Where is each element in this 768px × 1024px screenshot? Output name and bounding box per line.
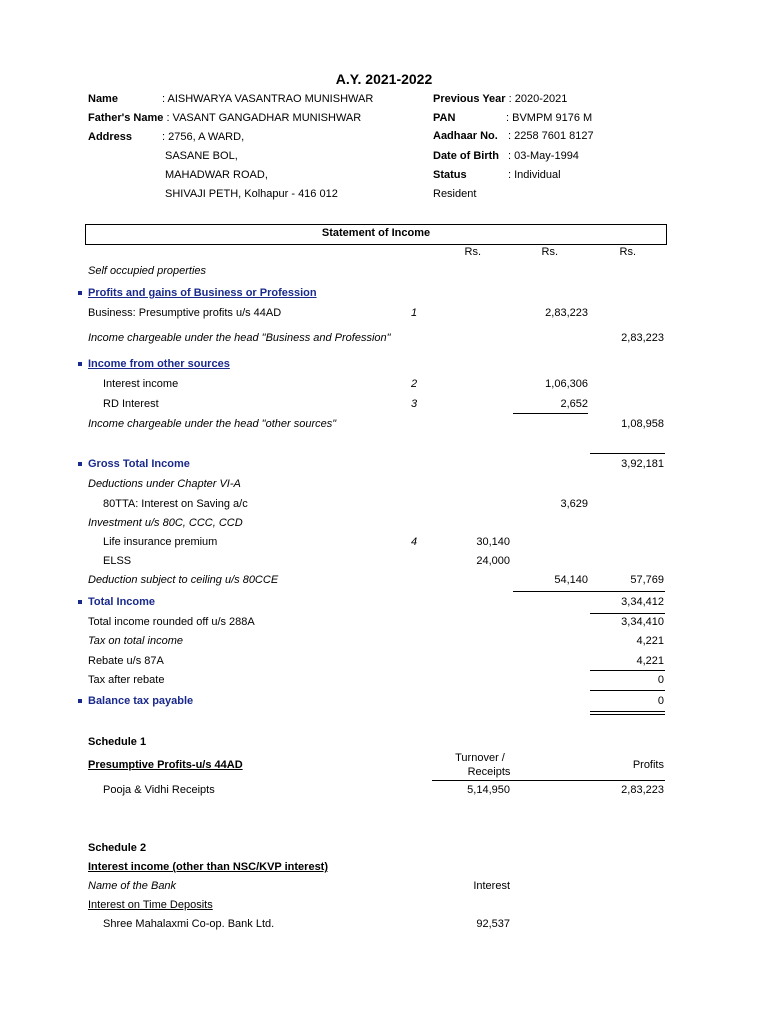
receipts-header: Receipts: [467, 766, 511, 778]
self-occupied-label: Self occupied properties: [88, 265, 207, 277]
subtotal-rule: [590, 690, 665, 691]
grand-total-rule: [590, 711, 665, 715]
col-header-1: Rs.: [464, 246, 481, 258]
interest-header: Interest: [473, 880, 510, 892]
schedule2-subheading: Interest income (other than NSC/KVP interest): [88, 861, 329, 873]
bullet-icon: [78, 600, 82, 604]
bank-name: Shree Mahalaxmi Co-op. Bank Ltd.: [103, 918, 275, 930]
elss-label: ELSS: [103, 555, 132, 567]
turnover-header: Turnover /: [455, 752, 505, 764]
bullet-icon: [78, 362, 82, 366]
business-line: Business: Presumptive profits u/s 44AD: [88, 307, 282, 319]
address-line: SASANE BOL,: [165, 150, 238, 162]
col-header-2: Rs.: [541, 246, 558, 258]
schedule1-row-turnover: 5,14,950: [467, 784, 510, 796]
gross-total-income: 3,92,181: [621, 458, 664, 470]
statement-heading: Statement of Income: [321, 227, 431, 239]
dob-value: : 03-May-1994: [508, 150, 579, 162]
schedule1-row-profit: 2,83,223: [621, 784, 664, 796]
ceiling-total: 57,769: [630, 574, 664, 586]
address-line: SHIVAJI PETH, Kolhapur - 416 012: [165, 188, 338, 200]
page-title: A.Y. 2021-2022: [335, 71, 433, 87]
bank-name-label: Name of the Bank: [88, 880, 177, 892]
name-value: : AISHWARYA VASANTRAO MUNISHWAR: [162, 93, 374, 105]
subtotal-rule: [590, 453, 665, 454]
aadhaar-label: Aadhaar No.: [433, 130, 498, 142]
subtotal-rule: [590, 613, 665, 614]
address-line: : 2756, A WARD,: [162, 131, 245, 143]
lic-amount: 30,140: [476, 536, 510, 548]
bullet-icon: [78, 462, 82, 466]
80tta-label: 80TTA: Interest on Saving a/c: [103, 498, 248, 510]
father-label: Father's Name: [88, 112, 164, 124]
other-total: 1,08,958: [621, 418, 664, 430]
rd-interest-label: RD Interest: [103, 398, 159, 410]
aadhaar-value: : 2258 7601 8127: [508, 130, 594, 142]
schedule2-heading: Schedule 2: [88, 842, 147, 854]
schedule1-subheading: Presumptive Profits-u/s 44AD: [88, 759, 243, 771]
status-value: : Individual: [508, 169, 561, 181]
subtotal-rule: [590, 670, 665, 671]
rounded-label: Total income rounded off u/s 288A: [88, 616, 255, 628]
schedule1-rule: [432, 780, 665, 781]
father-value: : VASANT GANGADHAR MUNISHWAR: [166, 112, 362, 124]
gross-total-income-label: Gross Total Income: [88, 458, 190, 470]
bullet-icon: [78, 699, 82, 703]
schedule1-heading: Schedule 1: [88, 736, 147, 748]
status-label: Status: [433, 169, 467, 181]
other-sources-head: Income from other sources: [88, 358, 230, 370]
time-deposits-label: Interest on Time Deposits: [88, 899, 213, 911]
after-rebate-label: Tax after rebate: [88, 674, 165, 686]
business-head: Profits and gains of Business or Profession: [88, 287, 317, 299]
interest-amount: 1,06,306: [545, 378, 588, 390]
bank-interest: 92,537: [476, 918, 510, 930]
bullet-icon: [78, 291, 82, 295]
business-amount: 2,83,223: [545, 307, 588, 319]
address-line: MAHADWAR ROAD,: [165, 169, 268, 181]
total-income: 3,34,412: [621, 596, 664, 608]
subtotal-rule: [513, 413, 588, 414]
col-header-3: Rs.: [619, 246, 636, 258]
80tta-amount: 3,629: [560, 498, 588, 510]
subtotal-rule: [513, 591, 665, 592]
lic-label: Life insurance premium: [103, 536, 218, 548]
investment-label: Investment u/s 80C, CCC, CCD: [88, 517, 243, 529]
interest-ref: 2: [411, 378, 418, 390]
dob-label: Date of Birth: [433, 150, 499, 162]
name-label: Name: [88, 93, 118, 105]
lic-ref: 4: [411, 536, 418, 548]
other-chargeable-label: Income chargeable under the head "other sources": [88, 418, 337, 430]
rebate-label: Rebate u/s 87A: [88, 655, 164, 667]
rd-amount: 2,652: [560, 398, 588, 410]
prev-year-label: Previous Year: [433, 93, 506, 105]
interest-income-label: Interest income: [103, 378, 179, 390]
balance-tax-label: Balance tax payable: [88, 695, 194, 707]
address-label: Address: [88, 131, 133, 143]
business-total: 2,83,223: [621, 332, 664, 344]
residence-status: Resident: [433, 188, 477, 200]
after-rebate-amount: 0: [657, 674, 664, 686]
tax-amount: 4,221: [636, 635, 664, 647]
ceiling-amount: 54,140: [554, 574, 588, 586]
pan-value: : BVMPM 9176 M: [506, 112, 593, 124]
pan-label: PAN: [433, 112, 456, 124]
father-name: [88, 112, 361, 124]
business-chargeable-label: Income chargeable under the head "Business and Profession": [88, 332, 391, 344]
balance-tax-amount: 0: [657, 695, 664, 707]
elss-amount: 24,000: [476, 555, 510, 567]
schedule1-row-label: Pooja & Vidhi Receipts: [103, 784, 215, 796]
tax-label: Tax on total income: [88, 635, 183, 647]
rd-ref: 3: [411, 398, 418, 410]
prev-year-value: : 2020-2021: [508, 93, 568, 105]
ceiling-label: Deduction subject to ceiling u/s 80CCE: [88, 574, 279, 586]
rounded-amount: 3,34,410: [621, 616, 664, 628]
business-ref: 1: [411, 307, 418, 319]
rebate-amount: 4,221: [636, 655, 664, 667]
previous-year: [433, 93, 567, 105]
total-income-label: Total Income: [88, 596, 156, 608]
deductions-label: Deductions under Chapter VI-A: [88, 478, 241, 490]
profits-header: Profits: [632, 759, 664, 771]
